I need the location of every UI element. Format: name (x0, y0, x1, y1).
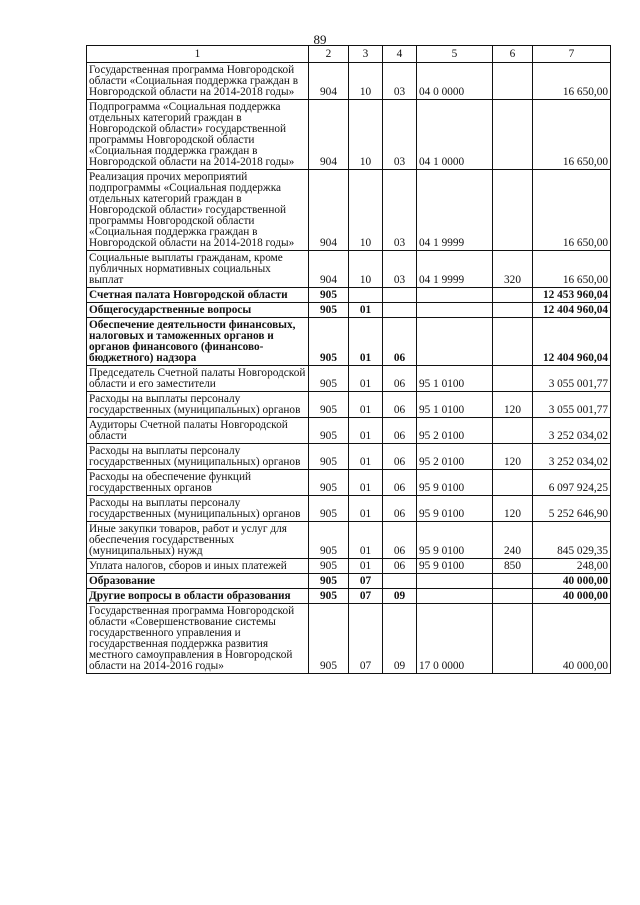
section-code: 07 (349, 589, 383, 604)
section-code: 10 (349, 100, 383, 170)
page-number: 89 (313, 32, 327, 47)
amount: 40 000,00 (533, 604, 611, 674)
subsection-code: 03 (383, 251, 417, 288)
subsection-code: 06 (383, 418, 417, 444)
column-header: 1 (87, 46, 309, 63)
row-description: Иные закупки товаров, работ и услуг для обеспечения государственных (муниципальных) нужд (87, 522, 309, 559)
table-body (87, 63, 611, 674)
amount: 845 029,35 (533, 522, 611, 559)
ministry-code: 905 (309, 366, 349, 392)
subsection-code: 03 (383, 170, 417, 251)
section-code: 01 (349, 318, 383, 366)
subsection-code: 06 (383, 470, 417, 496)
table-row (87, 303, 611, 318)
subsection-code: 09 (383, 604, 417, 674)
target-item-code: 95 1 0100 (417, 392, 493, 418)
expense-type-code (493, 303, 533, 318)
ministry-code: 904 (309, 251, 349, 288)
amount: 3 055 001,77 (533, 366, 611, 392)
section-code: 01 (349, 522, 383, 559)
section-code (349, 288, 383, 303)
ministry-code: 905 (309, 470, 349, 496)
target-item-code: 95 9 0100 (417, 522, 493, 559)
expense-type-code (493, 170, 533, 251)
amount: 3 252 034,02 (533, 418, 611, 444)
expense-type-code: 120 (493, 496, 533, 522)
section-code: 01 (349, 444, 383, 470)
expense-type-code: 320 (493, 251, 533, 288)
amount: 12 404 960,04 (533, 303, 611, 318)
ministry-code: 904 (309, 170, 349, 251)
section-code: 07 (349, 604, 383, 674)
ministry-code: 905 (309, 444, 349, 470)
row-description: Подпрограмма «Социальная поддержка отдельных категорий граждан в Новгородской области» государственной программы Новгородской области «Социальная поддержка граждан в Новгородской области на 2014-2018 годы» (87, 100, 309, 170)
ministry-code: 905 (309, 392, 349, 418)
column-header: 2 (309, 46, 349, 63)
amount: 3 055 001,77 (533, 392, 611, 418)
section-code: 01 (349, 392, 383, 418)
table-header-row (87, 46, 611, 63)
row-description: Расходы на обеспечение функций государственных органов (87, 470, 309, 496)
subsection-code: 06 (383, 522, 417, 559)
subsection-code: 06 (383, 559, 417, 574)
row-description: Государственная программа Новгородской области «Социальная поддержка граждан в Новгородской области на 2014-2018 годы» (87, 63, 309, 100)
table-row (87, 288, 611, 303)
section-code: 01 (349, 303, 383, 318)
row-description: Счетная палата Новгородской области (87, 288, 309, 303)
expense-type-code: 120 (493, 392, 533, 418)
target-item-code: 95 2 0100 (417, 418, 493, 444)
target-item-code (417, 303, 493, 318)
table-row (87, 366, 611, 392)
expense-type-code: 850 (493, 559, 533, 574)
row-description: Общегосударственные вопросы (87, 303, 309, 318)
subsection-code: 06 (383, 496, 417, 522)
target-item-code: 04 1 9999 (417, 251, 493, 288)
expense-type-code (493, 574, 533, 589)
table-row (87, 100, 611, 170)
table-row (87, 496, 611, 522)
target-item-code: 95 1 0100 (417, 366, 493, 392)
target-item-code: 04 0 0000 (417, 63, 493, 100)
expense-type-code (493, 418, 533, 444)
ministry-code: 905 (309, 288, 349, 303)
ministry-code: 905 (309, 303, 349, 318)
row-description: Расходы на выплаты персоналу государственных (муниципальных) органов (87, 392, 309, 418)
expense-type-code: 120 (493, 444, 533, 470)
table-row (87, 63, 611, 100)
subsection-code: 06 (383, 366, 417, 392)
section-code: 01 (349, 559, 383, 574)
expense-type-code (493, 366, 533, 392)
amount: 12 453 960,04 (533, 288, 611, 303)
expense-type-code: 240 (493, 522, 533, 559)
row-description: Государственная программа Новгородской области «Совершенствование системы государственного управления и государственная поддержка развития местного самоуправления в Новгородской области на 2014-2016 годы» (87, 604, 309, 674)
ministry-code: 905 (309, 318, 349, 366)
section-code: 10 (349, 63, 383, 100)
row-description: Реализация прочих мероприятий подпрограммы «Социальная поддержка отдельных категорий граждан в Новгородской области» государственной программы Новгородской области «Социальная поддержка граждан в Новгородской области на 2014-2018 годы» (87, 170, 309, 251)
column-header: 4 (383, 46, 417, 63)
table-row (87, 574, 611, 589)
table-row (87, 559, 611, 574)
row-description: Обеспечение деятельности финансовых, налоговых и таможенных органов и органов финансового (финансово-бюджетного) надзора (87, 318, 309, 366)
column-header: 7 (533, 46, 611, 63)
target-item-code: 95 9 0100 (417, 496, 493, 522)
table-row (87, 418, 611, 444)
ministry-code: 905 (309, 604, 349, 674)
table-row (87, 318, 611, 366)
amount: 16 650,00 (533, 251, 611, 288)
target-item-code (417, 589, 493, 604)
expense-type-code (493, 318, 533, 366)
subsection-code: 06 (383, 444, 417, 470)
section-code: 10 (349, 170, 383, 251)
expense-type-code (493, 470, 533, 496)
section-code: 10 (349, 251, 383, 288)
ministry-code: 905 (309, 574, 349, 589)
expense-type-code (493, 100, 533, 170)
subsection-code (383, 574, 417, 589)
expense-type-code (493, 604, 533, 674)
table-row (87, 170, 611, 251)
row-description: Образование (87, 574, 309, 589)
expense-type-code (493, 288, 533, 303)
amount: 40 000,00 (533, 589, 611, 604)
subsection-code: 09 (383, 589, 417, 604)
budget-table (86, 45, 611, 674)
ministry-code: 905 (309, 522, 349, 559)
amount: 12 404 960,04 (533, 318, 611, 366)
amount: 16 650,00 (533, 63, 611, 100)
target-item-code (417, 574, 493, 589)
row-description: Другие вопросы в области образования (87, 589, 309, 604)
subsection-code: 06 (383, 318, 417, 366)
ministry-code: 905 (309, 559, 349, 574)
amount: 5 252 646,90 (533, 496, 611, 522)
amount: 16 650,00 (533, 170, 611, 251)
target-item-code: 95 9 0100 (417, 470, 493, 496)
subsection-code: 03 (383, 63, 417, 100)
ministry-code: 904 (309, 63, 349, 100)
ministry-code: 905 (309, 589, 349, 604)
row-description: Расходы на выплаты персоналу государственных (муниципальных) органов (87, 496, 309, 522)
table-row (87, 392, 611, 418)
target-item-code: 95 2 0100 (417, 444, 493, 470)
target-item-code: 95 9 0100 (417, 559, 493, 574)
subsection-code (383, 303, 417, 318)
section-code: 01 (349, 366, 383, 392)
row-description: Аудиторы Счетной палаты Новгородской области (87, 418, 309, 444)
target-item-code (417, 288, 493, 303)
amount: 3 252 034,02 (533, 444, 611, 470)
row-description: Расходы на выплаты персоналу государственных (муниципальных) органов (87, 444, 309, 470)
subsection-code: 03 (383, 100, 417, 170)
target-item-code (417, 318, 493, 366)
expense-type-code (493, 589, 533, 604)
ministry-code: 905 (309, 496, 349, 522)
table-row (87, 251, 611, 288)
table-row (87, 589, 611, 604)
column-header: 3 (349, 46, 383, 63)
subsection-code: 06 (383, 392, 417, 418)
section-code: 07 (349, 574, 383, 589)
section-code: 01 (349, 470, 383, 496)
target-item-code: 04 1 0000 (417, 100, 493, 170)
row-description: Уплата налогов, сборов и иных платежей (87, 559, 309, 574)
column-header: 6 (493, 46, 533, 63)
section-code: 01 (349, 418, 383, 444)
ministry-code: 904 (309, 100, 349, 170)
column-header: 5 (417, 46, 493, 63)
section-code: 01 (349, 496, 383, 522)
table-row (87, 604, 611, 674)
table-row (87, 522, 611, 559)
table-row (87, 470, 611, 496)
row-description: Социальные выплаты гражданам, кроме публичных нормативных социальных выплат (87, 251, 309, 288)
expense-type-code (493, 63, 533, 100)
target-item-code: 17 0 0000 (417, 604, 493, 674)
amount: 16 650,00 (533, 100, 611, 170)
ministry-code: 905 (309, 418, 349, 444)
row-description: Председатель Счетной палаты Новгородской области и его заместители (87, 366, 309, 392)
target-item-code: 04 1 9999 (417, 170, 493, 251)
amount: 6 097 924,25 (533, 470, 611, 496)
subsection-code (383, 288, 417, 303)
amount: 248,00 (533, 559, 611, 574)
amount: 40 000,00 (533, 574, 611, 589)
table-row (87, 444, 611, 470)
